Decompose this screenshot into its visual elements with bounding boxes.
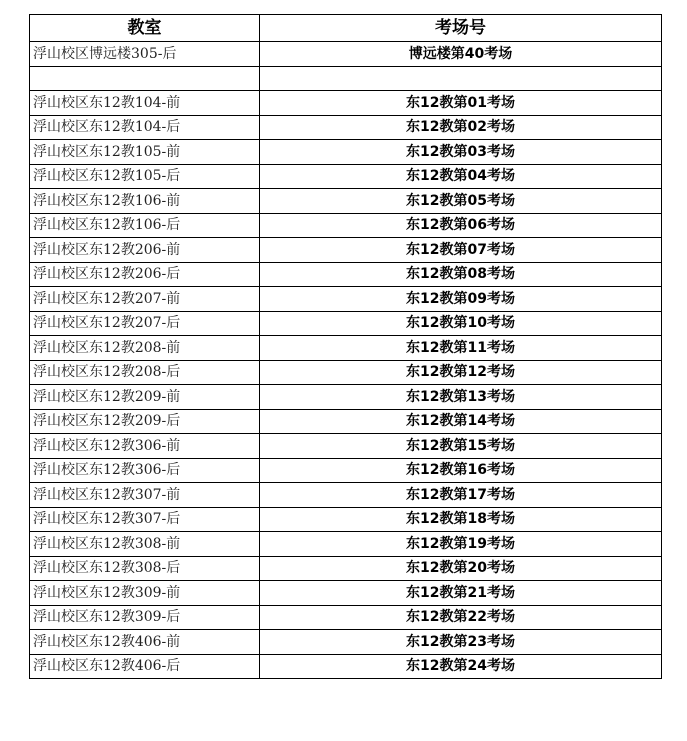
- exam-room-table: [29, 14, 662, 679]
- classroom-cell: 浮山校区东12教207-前: [30, 287, 260, 312]
- table-row: [30, 507, 662, 532]
- exam-room-cell: 东12教第03考场: [260, 140, 662, 165]
- exam-room-cell: 东12教第08考场: [260, 262, 662, 287]
- classroom-cell: 浮山校区东12教209-前: [30, 385, 260, 410]
- classroom-cell: 浮山校区东12教307-前: [30, 483, 260, 508]
- table-row: [30, 385, 662, 410]
- classroom-cell: [30, 66, 260, 91]
- exam-room-cell: 东12教第05考场: [260, 189, 662, 214]
- classroom-cell: 浮山校区东12教105-前: [30, 140, 260, 165]
- classroom-cell: 浮山校区东12教206-前: [30, 238, 260, 263]
- exam-room-cell: 东12教第15考场: [260, 434, 662, 459]
- table-row: [30, 605, 662, 630]
- exam-room-cell: 东12教第06考场: [260, 213, 662, 238]
- classroom-cell: 浮山校区东12教309-后: [30, 605, 260, 630]
- classroom-cell: 浮山校区东12教308-后: [30, 556, 260, 581]
- table-row: [30, 532, 662, 557]
- table-row: [30, 164, 662, 189]
- classroom-cell: 浮山校区东12教104-后: [30, 115, 260, 140]
- table-row: [30, 311, 662, 336]
- classroom-cell: 浮山校区东12教106-前: [30, 189, 260, 214]
- classroom-cell: 浮山校区东12教105-后: [30, 164, 260, 189]
- exam-room-cell: 东12教第19考场: [260, 532, 662, 557]
- exam-room-cell: 东12教第13考场: [260, 385, 662, 410]
- table-row: [30, 213, 662, 238]
- classroom-cell: 浮山校区东12教209-后: [30, 409, 260, 434]
- table-row: [30, 630, 662, 655]
- classroom-cell: 浮山校区东12教406-后: [30, 654, 260, 679]
- exam-room-cell: 东12教第12考场: [260, 360, 662, 385]
- exam-room-cell: 东12教第14考场: [260, 409, 662, 434]
- table-row: [30, 287, 662, 312]
- classroom-cell: 浮山校区东12教307-后: [30, 507, 260, 532]
- table-row: [30, 556, 662, 581]
- classroom-cell: 浮山校区东12教306-后: [30, 458, 260, 483]
- classroom-cell: 浮山校区东12教309-前: [30, 581, 260, 606]
- exam-room-cell: 东12教第07考场: [260, 238, 662, 263]
- exam-room-cell: 东12教第24考场: [260, 654, 662, 679]
- exam-room-cell: 东12教第20考场: [260, 556, 662, 581]
- classroom-cell: 浮山校区博远楼305-后: [30, 42, 260, 67]
- table-body: [30, 42, 662, 679]
- exam-room-cell: 东12教第02考场: [260, 115, 662, 140]
- table-row: [30, 336, 662, 361]
- exam-room-cell: 东12教第04考场: [260, 164, 662, 189]
- exam-room-cell: 东12教第16考场: [260, 458, 662, 483]
- classroom-cell: 浮山校区东12教306-前: [30, 434, 260, 459]
- classroom-cell: 浮山校区东12教308-前: [30, 532, 260, 557]
- exam-room-cell: 东12教第11考场: [260, 336, 662, 361]
- table-row: [30, 66, 662, 91]
- table-row: [30, 189, 662, 214]
- classroom-cell: 浮山校区东12教104-前: [30, 91, 260, 116]
- classroom-cell: 浮山校区东12教406-前: [30, 630, 260, 655]
- header-classroom: 教室: [30, 15, 260, 42]
- classroom-cell: 浮山校区东12教208-后: [30, 360, 260, 385]
- exam-room-cell: 东12教第23考场: [260, 630, 662, 655]
- classroom-cell: 浮山校区东12教106-后: [30, 213, 260, 238]
- exam-room-cell: 东12教第10考场: [260, 311, 662, 336]
- table-row: [30, 409, 662, 434]
- header-exam-room-number: 考场号: [260, 15, 662, 42]
- table-row: [30, 434, 662, 459]
- exam-room-cell: 东12教第18考场: [260, 507, 662, 532]
- table-row: [30, 654, 662, 679]
- exam-room-cell: 东12教第17考场: [260, 483, 662, 508]
- table-row: [30, 262, 662, 287]
- exam-room-cell: 东12教第01考场: [260, 91, 662, 116]
- table-row: [30, 581, 662, 606]
- classroom-cell: 浮山校区东12教207-后: [30, 311, 260, 336]
- table-row: [30, 115, 662, 140]
- classroom-cell: 浮山校区东12教208-前: [30, 336, 260, 361]
- header-row: [30, 15, 662, 42]
- table-row: [30, 238, 662, 263]
- table-row: [30, 140, 662, 165]
- table-row: [30, 483, 662, 508]
- table-row: [30, 42, 662, 67]
- classroom-cell: 浮山校区东12教206-后: [30, 262, 260, 287]
- table-row: [30, 458, 662, 483]
- exam-room-cell: 东12教第09考场: [260, 287, 662, 312]
- table-row: [30, 91, 662, 116]
- table-row: [30, 360, 662, 385]
- exam-room-cell: 博远楼第40考场: [260, 42, 662, 67]
- exam-room-cell: 东12教第22考场: [260, 605, 662, 630]
- exam-room-cell: [260, 66, 662, 91]
- exam-room-cell: 东12教第21考场: [260, 581, 662, 606]
